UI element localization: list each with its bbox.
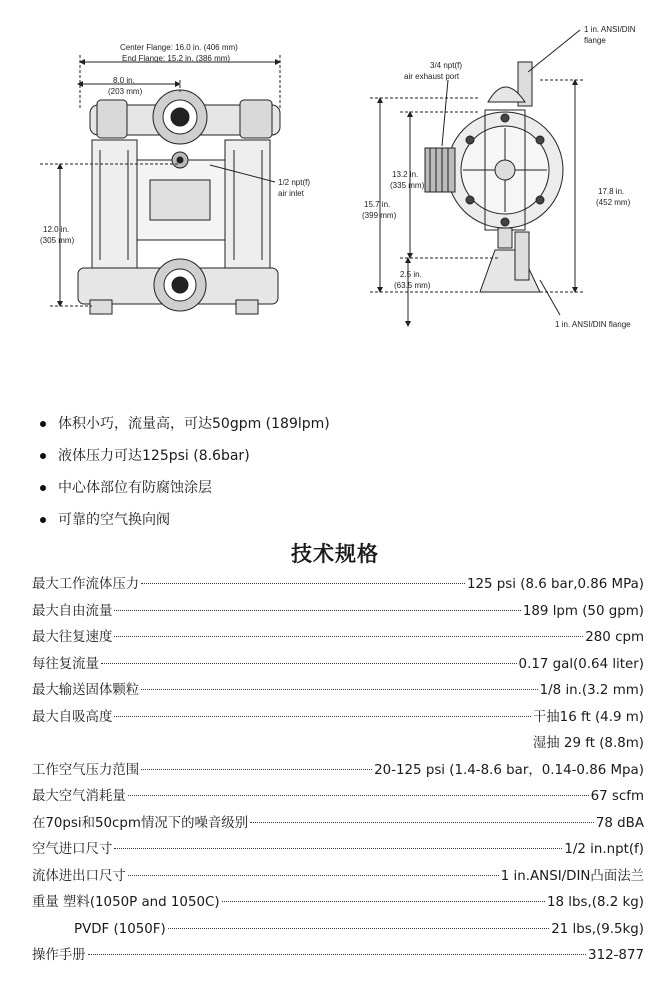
height12-in-label: 12.0 in. bbox=[43, 225, 70, 234]
spec-label: 最大输送固体颗粒 bbox=[32, 683, 140, 698]
width-mm-label: (203 mm) bbox=[108, 87, 143, 96]
spec-table bbox=[32, 572, 644, 970]
h132-mm-label: (335 mm) bbox=[390, 181, 425, 190]
feature-text: 体积小巧，流量高，可达50gpm (189lpm) bbox=[58, 416, 330, 432]
pump-dimension-drawing bbox=[0, 0, 670, 380]
spec-value: 20-125 psi (1.4-8.6 bar，0.14-0.86 Mpa) bbox=[374, 762, 644, 778]
spec-row bbox=[32, 652, 644, 679]
dot-leader bbox=[128, 795, 589, 796]
bullet-icon bbox=[40, 517, 46, 523]
spec-row bbox=[32, 572, 644, 599]
dot-leader bbox=[114, 848, 562, 849]
spec-label: 操作手册 bbox=[32, 948, 86, 963]
spec-label: 最大自由流量 bbox=[32, 603, 113, 619]
spec-value: 78 dBA bbox=[595, 815, 644, 831]
spec-row bbox=[32, 890, 644, 917]
spec-label: 流体进出口尺寸 bbox=[32, 868, 126, 884]
spec-value: 125 psi (8.6 bar,0.86 MPa) bbox=[466, 577, 644, 592]
spec-value: 189 lpm (50 gpm) bbox=[522, 603, 644, 619]
top-flange-label-2: flange bbox=[584, 36, 606, 45]
bullet-icon bbox=[40, 453, 46, 459]
feature-text: 可靠的空气换向阀 bbox=[58, 512, 170, 528]
feature-item bbox=[36, 506, 330, 538]
spec-label: 在70psi和50cpm情况下的噪音级别 bbox=[32, 815, 249, 831]
spec-label: 最大空气消耗量 bbox=[32, 789, 126, 804]
spec-value: 1/8 in.(3.2 mm) bbox=[539, 683, 644, 698]
spec-value: 干抽16 ft (4.9 m) bbox=[532, 709, 644, 725]
bullet-icon bbox=[40, 421, 46, 427]
front-view bbox=[40, 55, 280, 314]
dot-leader bbox=[128, 875, 499, 876]
air-inlet-size-label: 1/2 npt(f) bbox=[278, 178, 311, 187]
spec-value: 67 scfm bbox=[590, 789, 644, 804]
top-flange-label-1: 1 in. ANSI/DIN bbox=[584, 25, 636, 34]
dot-leader bbox=[250, 822, 594, 823]
spec-row bbox=[32, 917, 644, 944]
spec-row-continuation bbox=[32, 731, 644, 758]
h178-in-label: 17.8 in. bbox=[598, 187, 625, 196]
spec-value: 1/2 in.npt(f) bbox=[564, 842, 644, 857]
height12-mm-label: (305 mm) bbox=[40, 236, 75, 245]
h132-in-label: 13.2 in. bbox=[392, 170, 419, 179]
center-flange-label: Center Flange: 16.0 in. (406 mm) bbox=[120, 43, 238, 52]
spec-row bbox=[32, 705, 644, 732]
dot-leader bbox=[141, 689, 538, 690]
spec-value: 0.17 gal(0.64 liter) bbox=[518, 656, 644, 672]
h157-mm-label: (399 mm) bbox=[362, 211, 397, 220]
end-flange-label: End Flange: 15.2 in. (386 mm) bbox=[122, 54, 231, 63]
dot-leader bbox=[114, 636, 583, 637]
dot-leader bbox=[222, 901, 545, 902]
spec-value: 21 lbs,(9.5kg) bbox=[551, 921, 644, 937]
spec-value: 湿抽 29 ft (8.8m) bbox=[532, 736, 644, 751]
spec-value: 280 cpm bbox=[585, 630, 644, 645]
spec-label: 最大工作流体压力 bbox=[32, 577, 140, 592]
spec-value: 1 in.ANSI/DIN凸面法兰 bbox=[500, 868, 644, 884]
spec-value: 312-877 bbox=[588, 948, 644, 963]
spec-label: 工作空气压力范围 bbox=[32, 762, 140, 778]
width-in-label: 8.0 in. bbox=[113, 76, 135, 85]
spec-row bbox=[32, 943, 644, 970]
feature-item bbox=[36, 410, 330, 442]
bottom-flange-label: 1 in. ANSI/DIN flange bbox=[555, 320, 631, 329]
spec-row bbox=[32, 864, 644, 891]
feature-text: 液体压力可达125psi (8.6bar) bbox=[58, 448, 250, 464]
dot-leader bbox=[168, 928, 550, 929]
spec-row bbox=[32, 784, 644, 811]
dot-leader bbox=[141, 769, 372, 770]
dot-leader bbox=[141, 583, 465, 584]
spec-title: 技术规格 bbox=[291, 542, 379, 566]
air-inlet-label: air inlet bbox=[278, 189, 304, 198]
spec-row bbox=[32, 625, 644, 652]
feature-list bbox=[36, 410, 330, 538]
exhaust-size-label: 3/4 npt(f) bbox=[430, 61, 463, 70]
feature-item bbox=[36, 442, 330, 474]
h157-in-label: 15.7 in. bbox=[364, 200, 391, 209]
spec-row bbox=[32, 837, 644, 864]
spec-label: PVDF (1050F) bbox=[74, 921, 166, 937]
exhaust-label: air exhaust port bbox=[404, 72, 460, 81]
h178-mm-label: (452 mm) bbox=[596, 198, 631, 207]
dot-leader bbox=[101, 663, 517, 664]
spec-label: 空气进口尺寸 bbox=[32, 842, 113, 857]
h25-in-label: 2.5 in. bbox=[400, 270, 422, 279]
spec-label: 最大自吸高度 bbox=[32, 709, 113, 725]
feature-text: 中心体部位有防腐蚀涂层 bbox=[58, 480, 212, 496]
spec-row bbox=[32, 599, 644, 626]
feature-item bbox=[36, 474, 330, 506]
dot-leader bbox=[88, 954, 586, 955]
spec-row bbox=[32, 811, 644, 838]
dot-leader bbox=[114, 610, 521, 611]
bullet-icon bbox=[40, 485, 46, 491]
spec-label: 每往复流量 bbox=[32, 656, 99, 672]
spec-row bbox=[32, 758, 644, 785]
spec-label: 最大往复速度 bbox=[32, 630, 113, 645]
pump-drawings-svg bbox=[0, 0, 670, 380]
h25-mm-label: (63.5 mm) bbox=[394, 281, 431, 290]
spec-value: 18 lbs,(8.2 kg) bbox=[546, 895, 644, 910]
spec-row bbox=[32, 678, 644, 705]
spec-label: 重量 塑料(1050P and 1050C) bbox=[32, 895, 220, 910]
dot-leader bbox=[114, 716, 531, 717]
